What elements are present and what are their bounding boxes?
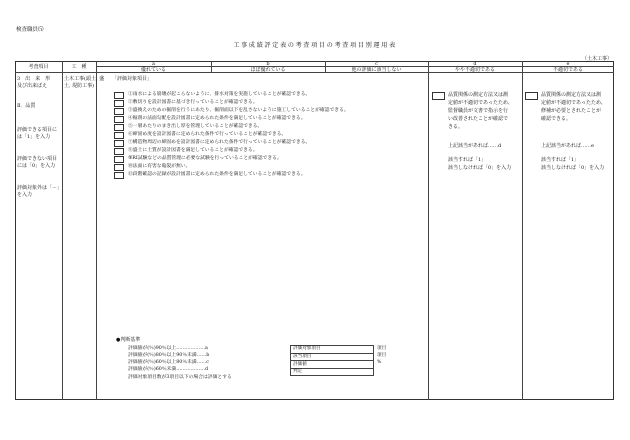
grade-d-text-3: 監督職員が文書で指示を行 [448, 108, 509, 114]
eval-item-8: ⑧盛土に土質が設計図書を満足していることが確認できる。 [128, 148, 258, 153]
grade-e-rule-2: 該当すれば「1」 [541, 157, 580, 163]
judgment-line-4: 評価値が(％)60％未満………………d [128, 367, 209, 372]
item-checkbox-7[interactable] [114, 140, 124, 147]
unit-note: （土木工事） [581, 56, 612, 62]
grade-d-text-4: い改善されたことが確認で [448, 116, 509, 122]
judgment-line-2: 評価値が(％)80％以上90％未満……b [128, 353, 210, 358]
grade-c-desc: 他の評価に該当しない [351, 66, 402, 73]
grade-b-letter: b [266, 61, 270, 67]
grade-e-rule-3: 該当しなければ「0」を入力 [541, 165, 605, 171]
item-checkbox-3[interactable] [114, 108, 124, 115]
note-excluded-1: 評価対象外は「－」 [17, 185, 63, 191]
item-checkbox-8[interactable] [114, 148, 124, 155]
eval-item-6: ⑥締固め度を設計図書に定められた条件で行っていることが確認できる。 [128, 132, 287, 137]
grade-a-letter: a [152, 61, 155, 67]
note-not-evaluable-1: 評価できない項目 [17, 156, 58, 162]
grade-e-rule-1: 上記該当があれば……e [541, 143, 594, 149]
judgment-heading: ●判断基準 [116, 337, 141, 343]
grade-d-text-2: 定値が不適切であったため、 [448, 100, 513, 106]
note-evaluable-1: 評価できる項目に [17, 127, 58, 133]
col-rule-type [96, 61, 97, 400]
grade-d-checkbox[interactable] [432, 92, 445, 100]
item-checkbox-9[interactable] [114, 156, 124, 163]
grade-d-desc: やや不適切である [454, 66, 495, 73]
grade-e-letter: e [566, 61, 570, 67]
document-title: 工事成績評定表の考査項目の考査項目別運用表 [233, 42, 397, 49]
eval-item-11: ⑪段階確認の記録が設計図書に定められた条件を満足していることが確認できる。 [128, 172, 306, 177]
work-type-line-1: 土木工事(頭土, 盛 [64, 76, 105, 82]
judgment-line-5: 評価対象項目数が3項目以下の場合は評価とする [128, 375, 232, 380]
grade-e-text-3: 修補が必要とされたことが [541, 108, 602, 114]
grade-e-text-4: 確認できる。 [541, 116, 572, 122]
grade-b-desc: ほぼ優れている [250, 66, 286, 73]
category-line-2: 及び出来ばえ [17, 83, 48, 89]
eval-item-5: ⑤一層あたりのまき出し厚を管理していることが確認できる。 [128, 124, 263, 129]
summary-unit-target: 項目 [377, 346, 387, 351]
judgment-line-1: 評価値が(％)90％以上………………a [128, 346, 208, 351]
subcategory-quality: Ⅱ．品質 [17, 103, 36, 109]
item-checkbox-11[interactable] [114, 172, 124, 179]
grade-e-checkbox[interactable] [525, 92, 538, 100]
summary-unit-applicable: 項目 [377, 353, 387, 358]
grade-e-text-2: 定値が不適切であったため、 [541, 100, 606, 106]
summary-unit-score: % [377, 360, 382, 365]
judgment-line-3: 評価値が(％)60％以上80％未満……c [128, 360, 209, 365]
summary-label-judgment: 判定 [291, 368, 374, 376]
eval-item-9: ⑨RI試験などの品質管理に必要な試験を行っていることが確認できる。 [128, 156, 282, 161]
eval-item-4: ④掘削の法面勾配を設計図書に定められた条件を満足していることが確認できる。 [128, 116, 306, 121]
item-checkbox-2[interactable] [114, 100, 124, 107]
item-checkbox-6[interactable] [114, 132, 124, 139]
eval-item-2: ②敷切りを設計図書に基づき行っていることが確認できる。 [128, 100, 258, 105]
item-checkbox-10[interactable] [114, 164, 124, 171]
summary-label-target: 評価対象項目 [291, 346, 374, 354]
eval-item-1: ①雨水による崩壊が起こらないように、排水対策を実施していることが確認できる。 [128, 92, 311, 97]
col-rule-de [522, 61, 523, 400]
item-checkbox-1[interactable] [114, 92, 124, 99]
grade-c-letter: c [375, 61, 378, 67]
eval-item-7: ⑦構造物周辺の締固めを設計図書に定められた条件で行っていることが確認できる。 [128, 140, 311, 145]
grade-e-text-1: 品質関係の測定方法又は測 [541, 92, 602, 98]
item-checkbox-4[interactable] [114, 116, 124, 123]
item-checkbox-5[interactable] [114, 124, 124, 131]
category-line-1: 3 出 来 形 [17, 76, 51, 82]
note-not-evaluable-2: には「0」を入力 [17, 163, 56, 169]
header-item: 考査項目 [28, 64, 49, 70]
grade-d-rule-2: 該当すれば「1」 [448, 157, 487, 163]
summary-label-score: 評価値 [291, 361, 374, 369]
eval-item-10: ⑩法面に有害な亀裂が無い。 [128, 164, 191, 169]
grade-d-text-5: きる。 [448, 124, 464, 130]
summary-label-applicable: 該当項目 [291, 353, 374, 361]
work-type-line-2: 土, 堤防工事) [64, 83, 95, 89]
grade-d-rule-1: 上記該当があれば……d [448, 143, 502, 149]
col-rule-cd [428, 61, 429, 400]
form-id-label: 検査職員⑸ [16, 27, 44, 33]
note-evaluable-2: は「1」を入力 [17, 134, 51, 140]
grade-d-rule-3: 該当しなければ「0」を入力 [448, 165, 512, 171]
grade-e-desc: 不適切である [552, 66, 583, 73]
summary-table [290, 345, 374, 376]
eval-item-3: ③盛換えのための掘削を行うにあたり、掘削面以下を乱さないように施工していることが確認できる。 [128, 108, 349, 113]
eval-heading: 「評価対象項目」 [112, 76, 153, 82]
grade-a-desc: 優れている [140, 66, 166, 73]
grade-d-text-1: 品質関係の測定方法又は測 [448, 92, 509, 98]
note-excluded-2: を入力 [17, 192, 33, 198]
col-rule-item [62, 61, 63, 400]
grade-d-letter: d [473, 61, 477, 67]
header-type: 工 種 [71, 64, 87, 70]
